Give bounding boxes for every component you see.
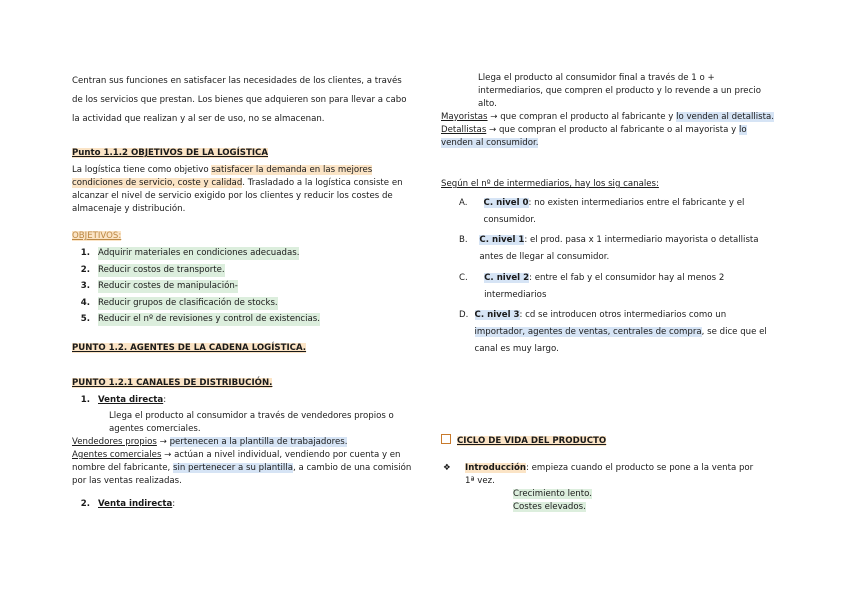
logistica-paragraph: La logística tiene como objetivo satisfacer la demanda en las mejores condiciones de servicio, coste y calidad. Trasladado a la logística consiste en alcanzar el nivel de servicio exigido por los clientes y reducir los costes de almacenaje y distribución.	[72, 165, 403, 214]
introduccion-label: Introducción	[465, 463, 526, 473]
venta-indirecta-desc: Llega el producto al consumidor final a través de 1 o + intermediarios, que compren el producto y lo revende a un precio alto.	[478, 73, 761, 109]
heading-canales: PUNTO 1.2.1 CANALES DE DISTRIBUCIÓN.	[72, 378, 273, 388]
canal-item: B. C. nivel 1: el prod. pasa x 1 intermediario mayorista o detallista antes de llegar al consumidor.	[459, 235, 759, 262]
canal-item: C. C. nivel 2: entre el fab y el consumidor hay al menos 2 intermediarios	[459, 272, 725, 300]
canal-item: D. C. nivel 3: cd se introducen otros intermediarios como un importador, agentes de ventas, centrales de compra, se dice que el canal es muy largo.	[459, 310, 767, 354]
ciclo-heading: CICLO DE VIDA DEL PRODUCTO	[441, 434, 776, 448]
diamond-bullet-icon: ❖	[443, 463, 451, 473]
objetivo-item: 5. Reducir el nº de revisiones y control de existencias.	[80, 314, 321, 324]
objetivos-title: OBJETIVOS:	[72, 231, 122, 241]
highlight-objective: satisfacer la demanda en las mejores condiciones de servicio, coste y calidad	[72, 165, 373, 188]
introduccion-item: ❖ Introducción: empieza cuando el producto se pone a la venta por 1ª vez.	[443, 463, 754, 486]
venta-indirecta-label: Venta indirecta	[98, 499, 173, 509]
right-column	[441, 72, 776, 514]
objetivos-list	[72, 247, 412, 326]
heading-agentes: PUNTO 1.2. AGENTES DE LA CADENA LOGÍSTICA.	[72, 343, 307, 353]
mayoristas-line: Mayoristas → que compran el producto al fabricante y lo venden al detallista.	[441, 112, 774, 122]
venta-directa-item: 1. Venta directa:	[80, 394, 167, 405]
objetivo-item: 4. Reducir grupos de clasificación de stocks.	[80, 297, 278, 308]
costes-line: Costes elevados.	[513, 502, 586, 512]
venta-directa-label: Venta directa	[98, 394, 164, 405]
objetivo-item: 2. Reducir costos de transporte.	[80, 264, 225, 275]
checkbox-icon	[441, 434, 451, 444]
venta-directa-desc: Llega el producto al consumidor a través de vendedores propios o agentes comerciales.	[109, 411, 394, 434]
detallistas-line: Detallistas → que compran el producto al fabricante o al mayorista y lo venden al consumidor.	[441, 125, 747, 148]
agentes-line: Agentes comerciales → actúan a nivel individual, vendiendo por cuenta y en nombre del fabricante, sin pertenecer a su plantilla, a cambio de una comisión por las ventas realizadas.	[72, 450, 412, 486]
canal-item: A. C. nivel 0: no existen intermediarios entre el fabricante y el consumidor.	[459, 197, 745, 225]
canales-intro: Según el nº de intermediarios, hay los sig canales:	[441, 179, 659, 189]
left-column	[72, 72, 412, 515]
objetivo-item: 3. Reducir costes de manipulación-	[80, 281, 238, 291]
canales-list	[441, 195, 776, 359]
venta-indirecta-item: 2. Venta indirecta:	[80, 499, 176, 509]
vendedores-line: Vendedores propios → pertenecen a la plantilla de trabajadores.	[72, 437, 348, 447]
objetivo-item: 1. Adquirir materiales en condiciones adecuadas.	[80, 248, 300, 258]
heading-objetivos-logistica: Punto 1.1.2 OBJETIVOS DE LA LOGÍSTICA	[72, 148, 269, 158]
crecimiento-line: Crecimiento lento.	[513, 489, 592, 499]
intro-paragraph: Centran sus funciones en satisfacer las necesidades de los clientes, a través de los servicios que prestan. Los bienes que adquieren son para llevar a cabo la actividad que realizan y al ser de uso, no se almacenan.	[72, 76, 407, 124]
